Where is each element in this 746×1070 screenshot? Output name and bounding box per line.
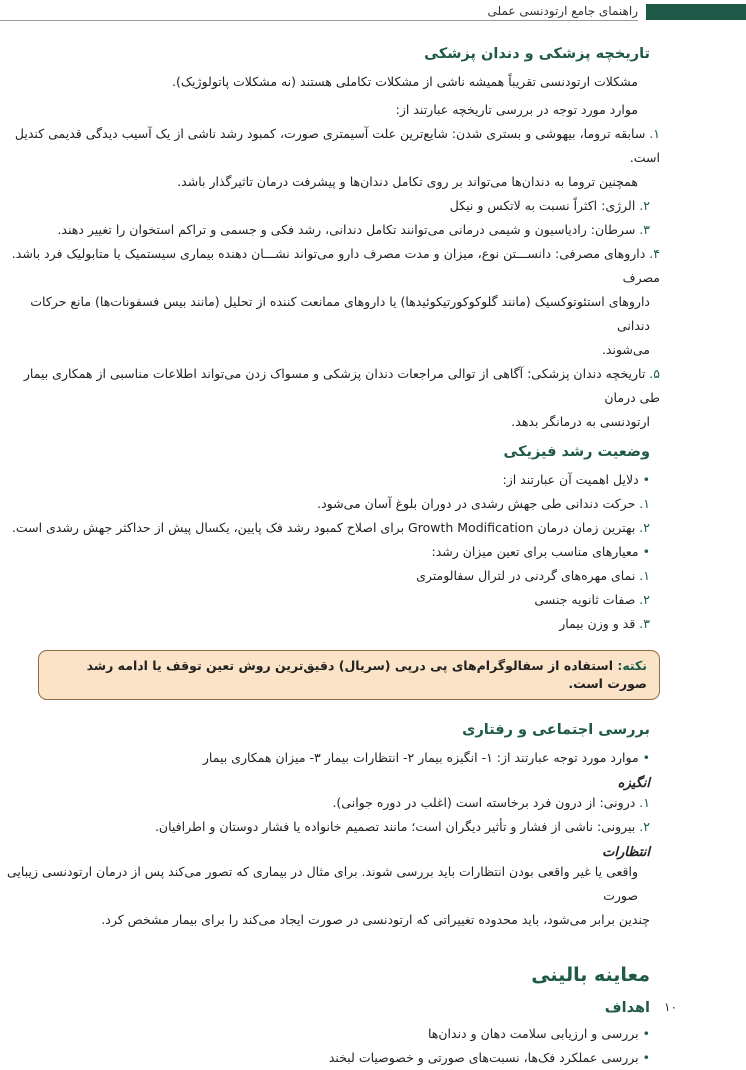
note-label: نکته: [617, 658, 647, 673]
item-number: ۴. [649, 246, 660, 261]
item-number: ۳. [639, 222, 650, 237]
bullet-icon: • [642, 544, 650, 559]
header-rule [0, 20, 638, 21]
item-number: ۵. [649, 366, 660, 381]
goal-item-1: • بررسی و ارزیابی سلامت دهان و دندان‌ها [427, 1026, 650, 1041]
motivation-item-1: ۱. درونی: از درون فرد برخاسته است (اغلب در دوره جوانی). [332, 795, 650, 810]
bullet-icon: • [642, 1026, 650, 1041]
expectations-text: واقعی یا غیر واقعی بودن انتظارات باید بررسی شوند. برای مثال در بیماری که تصور می‌کند پس از درمان ارتودنسی زیبایی صورت [7, 864, 638, 903]
note-box [38, 650, 660, 700]
growth-reason-2: ۲. بهترین زمان درمان Growth Modification برای اصلاح کمبود رشد فک پایین، یکسال پیش از حداکثر جهش رشدی است. [11, 520, 650, 535]
expectations-text-2: چندین برابر می‌شود، باید محدوده تغییراتی که ارتودنسی در صورت ایجاد می‌کند را برای بیمار مشخص کرد. [101, 912, 650, 927]
note-text: استفاده از سفالوگرام‌های پی درپی (سریال) دقیق‌ترین روش تعین توقف یا ادامه رشد صورت است. [86, 658, 647, 691]
history-item-4: ۴. داروهای مصرفی: دانســـتن نوع، میزان و مدت مصرف دارو می‌تواند نشـــان دهنده بیماری سیستمیک یا متابولیک فرد باشد. مصرف [11, 246, 660, 285]
item-number: ۲. [639, 198, 650, 213]
goals-heading: اهداف [604, 1000, 650, 1016]
section-title-social: بررسی اجتماعی و رفتاری [462, 722, 650, 738]
growth-reason-1: ۱. حرکت دندانی طی جهش رشدی در دوران بلوغ آسان می‌شود. [317, 496, 650, 511]
growth-bullet-2: • معیارهای مناسب برای تعین میزان رشد: [431, 544, 650, 559]
expectations-heading: انتظارات [602, 845, 650, 860]
header-color-bar [646, 4, 746, 20]
history-intro-2: موارد مورد توجه در بررسی تاریخچه عبارتند از: [395, 102, 638, 117]
section-title-growth: وضعیت رشد فیزیکی [503, 444, 650, 460]
growth-criterion-1: ۱. نمای مهره‌های گردنی در لترال سفالومتری [416, 568, 650, 583]
history-item-4-cont: داروهای استئوتوکسیک (مانند گلوکوکورتیکوئیدها) یا داروهای ممانعت کننده از تحلیل (مانند بیس فسفونات‌ها) مانع حرکات دندانی [30, 294, 650, 333]
history-intro: مشکلات ارتودنسی تقریباً همیشه ناشی از مشکلات تکاملی هستند (نه مشکلات پاتولوژیک). [172, 74, 638, 89]
page-number: ۱۰ [664, 1000, 677, 1014]
page-header [0, 0, 746, 22]
history-item-2: ۲. الرژی: اکثراً نسبت به لاتکس و نیکل [449, 198, 650, 213]
motivation-heading: انگیزه [617, 776, 650, 791]
bullet-icon: • [642, 472, 650, 487]
motivation-item-2: ۲. بیرونی: ناشی از فشار و تأثیر دیگران است؛ مانند تصمیم خانواده یا فشار دوستان و اطرافیان. [154, 819, 650, 834]
goal-item-2: • بررسی عملکرد فک‌ها، نسبت‌های صورتی و خصوصیات لبخند [328, 1050, 650, 1065]
section-title-history: تاریخچه پزشکی و دندان پزشکی [424, 46, 650, 62]
history-item-5: ۵. تاریخچه دندان پزشکی: آگاهی از توالی مراجعات دندان پزشکی و مسواک زدن می‌تواند اطلاعات مناسبی از همکاری بیمار طی درمان [23, 366, 660, 405]
book-title: راهنمای جامع ارتودنسی عملی [487, 4, 638, 18]
bullet-icon: • [642, 750, 650, 765]
history-list [10, 122, 660, 434]
growth-criterion-2: ۲. صفات ثانویه جنسی [534, 592, 650, 607]
history-item-5-cont: ارتودنسی به درمانگر بدهد. [511, 414, 650, 429]
history-item-4-cont-2: می‌شوند. [601, 342, 650, 357]
growth-criterion-3: ۳. قد و وزن بیمار [559, 616, 650, 631]
page-content [7, 46, 660, 1070]
growth-bullet-1: • دلایل اهمیت آن عبارتند از: [502, 472, 650, 487]
history-item-1-cont: همچنین تروما به دندان‌ها می‌تواند بر روی تکامل دندان‌ها و پیشرفت درمان تاثیرگذار باشد. [177, 174, 638, 189]
history-item-1: ۱. سابقه تروما، بیهوشی و بستری شدن: شایع‌ترین علت آسیمتری صورت، کمبود رشد ناشی از یک آسیب دیدگی قدیمی کندیل است. [14, 126, 660, 165]
bullet-icon: • [642, 1050, 650, 1065]
history-item-3: ۳. سرطان: رادیاسیون و شیمی درمانی می‌توانند تکامل دندانی، رشد فکی و جسمی و تراکم استخوان را تغییر دهند. [57, 222, 650, 237]
social-bullet: • موارد مورد توجه عبارتند از: ۱- انگیزه بیمار ۲- انتظارات بیمار ۳- میزان همکاری بیمار [202, 750, 650, 765]
section-title-clinical-exam: معاینه بالینی [531, 964, 650, 986]
item-number: ۱. [649, 126, 660, 141]
